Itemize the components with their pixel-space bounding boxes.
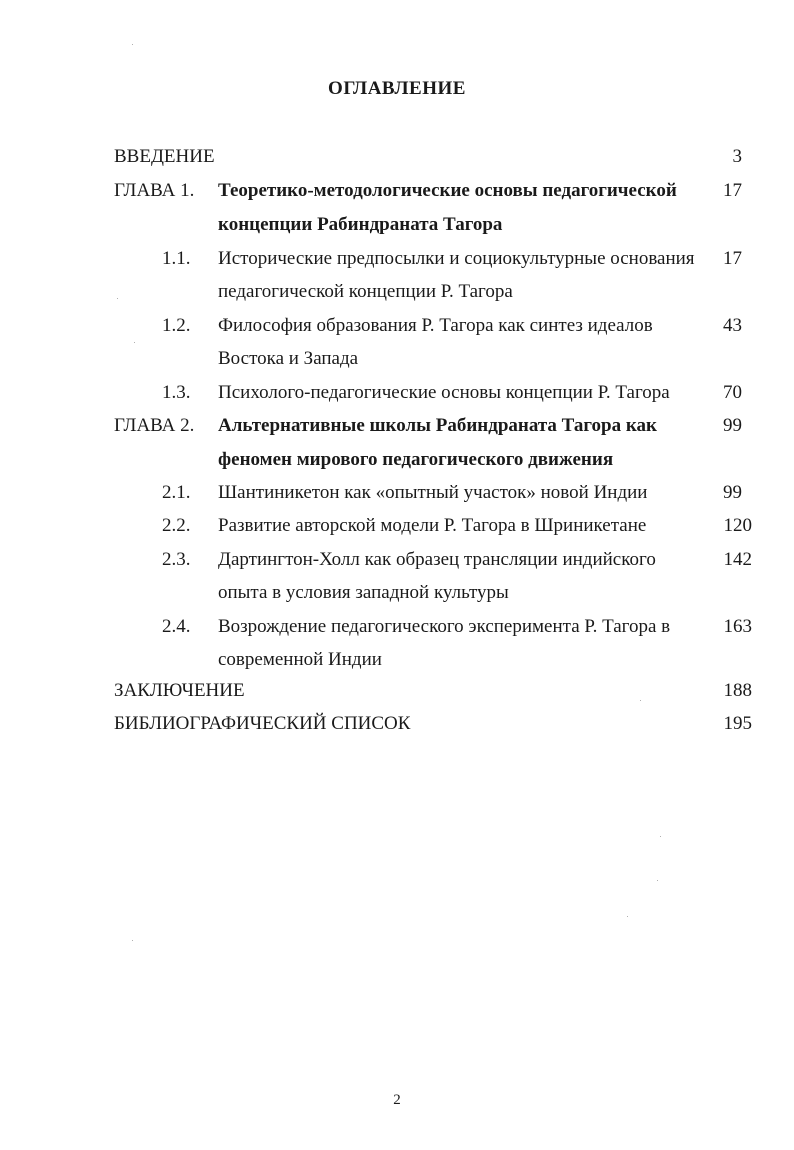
toc-section-2-1-line1: Шантиникетон как «опытный участок» новой Индии: [218, 482, 648, 503]
toc-section-2-2-number: 2.2.: [162, 515, 191, 536]
toc-section-2-4-page: 163: [723, 616, 752, 637]
toc-section-1-2-number: 1.2.: [162, 315, 191, 336]
toc-section-1-1-number: 1.1.: [162, 248, 191, 269]
toc-chapter2-title-line1: Альтернативные школы Рабиндраната Тагора как: [218, 415, 657, 436]
toc-section-1-3-line1: Психолого-педагогические основы концепции Р. Тагора: [218, 382, 670, 403]
scan-speck: [640, 700, 641, 701]
toc-chapter2-number: ГЛАВА 2.: [114, 415, 195, 436]
scan-speck: [660, 836, 661, 837]
scan-speck: [117, 298, 118, 299]
scan-speck: [134, 342, 135, 343]
page-title: ОГЛАВЛЕНИЕ: [328, 78, 466, 99]
toc-section-2-3-number: 2.3.: [162, 549, 191, 570]
toc-section-2-3-line2: опыта в условия западной культуры: [218, 582, 509, 603]
toc-section-2-4-number: 2.4.: [162, 616, 191, 637]
toc-bibliography-label: БИБЛИОГРАФИЧЕСКИЙ СПИСОК: [114, 713, 411, 734]
toc-chapter1-title-line1: Теоретико-методологические основы педагогической: [218, 180, 677, 201]
toc-chapter1-page: 17: [723, 180, 742, 201]
toc-section-2-2-page: 120: [723, 515, 752, 536]
toc-chapter1-title-line2: концепции Рабиндраната Тагора: [218, 214, 503, 235]
toc-conclusion-label: ЗАКЛЮЧЕНИЕ: [114, 680, 245, 701]
toc-section-2-4-line1: Возрождение педагогического эксперимента Р. Тагора в: [218, 616, 671, 637]
toc-section-1-3-number: 1.3.: [162, 382, 191, 403]
toc-section-1-2-line2: Востока и Запада: [218, 348, 359, 369]
toc-section-1-1-page: 17: [723, 248, 742, 269]
scan-speck: [627, 916, 628, 917]
toc-section-1-3-page: 70: [723, 382, 742, 403]
toc-chapter2-page: 99: [723, 415, 742, 436]
scan-speck: [132, 44, 133, 45]
toc-section-2-2-line1: Развитие авторской модели Р. Тагора в Шриникетане: [218, 515, 647, 536]
toc-conclusion-page: 188: [723, 680, 752, 701]
scan-speck: [132, 940, 133, 941]
scan-speck: [657, 880, 658, 881]
toc-section-2-1-number: 2.1.: [162, 482, 191, 503]
toc-intro-label: ВВЕДЕНИЕ: [114, 146, 215, 167]
toc-chapter1-number: ГЛАВА 1.: [114, 180, 195, 201]
toc-section-1-2-page: 43: [723, 315, 742, 336]
toc-section-1-1-line2: педагогической концепции Р. Тагора: [218, 281, 513, 302]
toc-section-2-1-page: 99: [723, 482, 742, 503]
toc-section-2-3-page: 142: [723, 549, 752, 570]
toc-bibliography-page: 195: [723, 713, 752, 734]
toc-section-1-1-line1: Исторические предпосылки и социокультурные основания: [218, 248, 695, 269]
page-number-footer: 2: [393, 1092, 401, 1108]
toc-intro-page: 3: [732, 146, 742, 167]
toc-section-2-3-line1: Дартингтон-Холл как образец трансляции индийского: [218, 549, 656, 570]
toc-section-1-2-line1: Философия образования Р. Тагора как синтез идеалов: [218, 315, 653, 336]
toc-chapter2-title-line2: феномен мирового педагогического движения: [218, 449, 614, 470]
toc-section-2-4-line2: современной Индии: [218, 649, 382, 670]
